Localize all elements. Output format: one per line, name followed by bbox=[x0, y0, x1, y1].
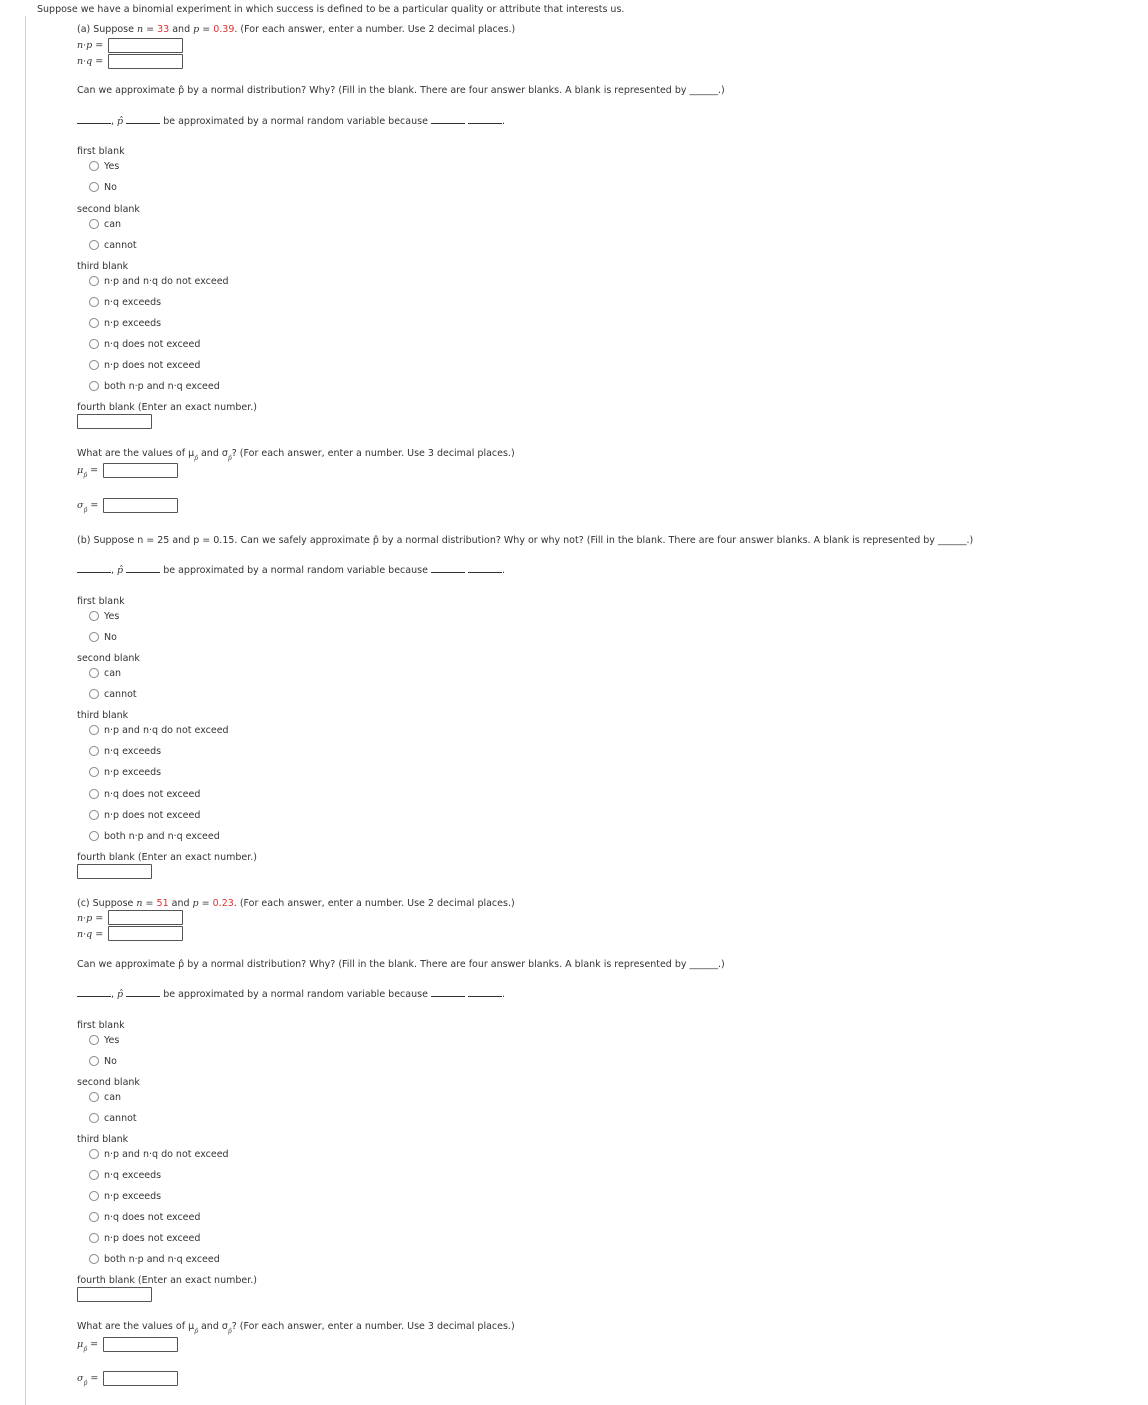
sigma-input-a[interactable] bbox=[103, 498, 178, 513]
radio-a1-yes[interactable] bbox=[89, 161, 99, 171]
option-label: n·p and n·q do not exceed bbox=[104, 276, 229, 287]
np-input-a[interactable] bbox=[108, 38, 183, 53]
option-label: Yes bbox=[104, 1035, 120, 1046]
fill-sentence-c: , p̂ be approximated by a normal random variable because . bbox=[77, 989, 505, 1000]
radio-a3-2[interactable] bbox=[89, 318, 99, 328]
option-label: n·q exceeds bbox=[104, 746, 162, 757]
option-label: n·q exceeds bbox=[104, 297, 162, 308]
radio-b1-no[interactable] bbox=[89, 632, 99, 642]
radio-b3-3[interactable] bbox=[89, 789, 99, 799]
sigma-label-c: $\sigma_{p̂}$ = bbox=[77, 1373, 99, 1387]
radio-b3-1[interactable] bbox=[89, 746, 99, 756]
intro-text: Suppose we have a binomial experiment in which success is defined to be a particular quality or attribute that interests us. bbox=[37, 4, 625, 15]
radio-a3-1[interactable] bbox=[89, 297, 99, 307]
option-label: n·p and n·q do not exceed bbox=[104, 725, 229, 736]
option-label: n·p does not exceed bbox=[104, 360, 201, 371]
radio-c2-cannot[interactable] bbox=[89, 1113, 99, 1123]
mu-label-a: $\mu_{p̂}$ = bbox=[77, 465, 99, 479]
nq-label-a: n·q = bbox=[77, 56, 104, 67]
radio-a2-can[interactable] bbox=[89, 219, 99, 229]
first-blank-label-a: first blank bbox=[77, 146, 125, 157]
option-label: can bbox=[104, 668, 122, 679]
nq-input-a[interactable] bbox=[108, 54, 183, 69]
option-label: n·p exceeds bbox=[104, 1191, 162, 1202]
first-blank-label-c: first blank bbox=[77, 1020, 125, 1031]
radio-b1-yes[interactable] bbox=[89, 611, 99, 621]
radio-b3-5[interactable] bbox=[89, 831, 99, 841]
third-blank-label-c: third blank bbox=[77, 1134, 129, 1145]
fourth-blank-label-b: fourth blank (Enter an exact number.) bbox=[77, 852, 257, 863]
option-label: both n·p and n·q exceed bbox=[104, 1254, 220, 1265]
radio-c3-1[interactable] bbox=[89, 1170, 99, 1180]
option-label: No bbox=[104, 632, 117, 643]
option-label: n·p does not exceed bbox=[104, 810, 201, 821]
sigma-input-c[interactable] bbox=[103, 1371, 178, 1386]
option-label: n·p exceeds bbox=[104, 767, 162, 778]
musigma-question-c: What are the values of $\mu_{p̂}$ and $\sigma_{p̂}$? (For each answer, enter a number. Use 3 decimal places.) bbox=[77, 1321, 515, 1335]
radio-b3-4[interactable] bbox=[89, 810, 99, 820]
option-label: can bbox=[104, 1092, 122, 1103]
nq-input-c[interactable] bbox=[108, 926, 183, 941]
radio-a3-3[interactable] bbox=[89, 339, 99, 349]
mu-input-c[interactable] bbox=[103, 1337, 178, 1352]
first-blank-label-b: first blank bbox=[77, 596, 125, 607]
option-label: n·q does not exceed bbox=[104, 1212, 201, 1223]
third-blank-label-b: third blank bbox=[77, 710, 129, 721]
fourth-blank-label-c: fourth blank (Enter an exact number.) bbox=[77, 1275, 257, 1286]
part-b-header: (b) Suppose n = 25 and p = 0.15. Can we safely approximate p̂ by a normal distribution? Why or why not? (Fill in the blank. There are four answer blanks. A blank is represented by ______.) bbox=[77, 535, 974, 546]
np-label-a: n·p = bbox=[77, 40, 104, 51]
radio-c3-4[interactable] bbox=[89, 1233, 99, 1243]
fourth-blank-input-c[interactable] bbox=[77, 1287, 152, 1302]
part-c-header: (c) Suppose n = 51 and p = 0.23. (For each answer, enter a number. Use 2 decimal places.) bbox=[77, 898, 515, 909]
np-label-c: n·p = bbox=[77, 913, 104, 924]
option-label: n·q exceeds bbox=[104, 1170, 162, 1181]
part-a-header: (a) Suppose n = 33 and p = 0.39. (For each answer, enter a number. Use 2 decimal places.) bbox=[77, 24, 516, 35]
option-label: n·p exceeds bbox=[104, 318, 162, 329]
question-c: Can we approximate p̂ by a normal distribution? Why? (Fill in the blank. There are four answer blanks. A blank is represented by ______.) bbox=[77, 959, 725, 970]
sigma-label-a: $\sigma_{p̂}$ = bbox=[77, 500, 99, 514]
radio-a3-5[interactable] bbox=[89, 381, 99, 391]
option-label: n·p does not exceed bbox=[104, 1233, 201, 1244]
mu-input-a[interactable] bbox=[103, 463, 178, 478]
option-label: cannot bbox=[104, 689, 137, 700]
radio-c3-3[interactable] bbox=[89, 1212, 99, 1222]
radio-c3-0[interactable] bbox=[89, 1149, 99, 1159]
radio-c3-5[interactable] bbox=[89, 1254, 99, 1264]
radio-a1-no[interactable] bbox=[89, 182, 99, 192]
third-blank-label-a: third blank bbox=[77, 261, 129, 272]
radio-a3-0[interactable] bbox=[89, 276, 99, 286]
mu-label-c: $\mu_{p̂}$ = bbox=[77, 1339, 99, 1353]
musigma-question-a: What are the values of $\mu_{p̂}$ and $\sigma_{p̂}$? (For each answer, enter a number. Use 3 decimal places.) bbox=[77, 448, 515, 462]
fill-sentence-b: , p̂ be approximated by a normal random variable because . bbox=[77, 565, 505, 576]
option-label: Yes bbox=[104, 161, 120, 172]
radio-c1-no[interactable] bbox=[89, 1056, 99, 1066]
second-blank-label-c: second blank bbox=[77, 1077, 140, 1088]
radio-c1-yes[interactable] bbox=[89, 1035, 99, 1045]
option-label: cannot bbox=[104, 1113, 137, 1124]
fill-sentence-a: , p̂ be approximated by a normal random variable because . bbox=[77, 116, 505, 127]
radio-a3-4[interactable] bbox=[89, 360, 99, 370]
radio-a2-cannot[interactable] bbox=[89, 240, 99, 250]
radio-b3-2[interactable] bbox=[89, 767, 99, 777]
option-label: No bbox=[104, 1056, 117, 1067]
radio-c3-2[interactable] bbox=[89, 1191, 99, 1201]
option-label: both n·p and n·q exceed bbox=[104, 381, 220, 392]
radio-b3-0[interactable] bbox=[89, 725, 99, 735]
option-label: cannot bbox=[104, 240, 137, 251]
option-label: can bbox=[104, 219, 122, 230]
option-label: n·q does not exceed bbox=[104, 789, 201, 800]
radio-c2-can[interactable] bbox=[89, 1092, 99, 1102]
option-label: n·q does not exceed bbox=[104, 339, 201, 350]
radio-b2-can[interactable] bbox=[89, 668, 99, 678]
nq-label-c: n·q = bbox=[77, 929, 104, 940]
second-blank-label-b: second blank bbox=[77, 653, 140, 664]
left-border bbox=[25, 16, 26, 1405]
fourth-blank-label-a: fourth blank (Enter an exact number.) bbox=[77, 402, 257, 413]
np-input-c[interactable] bbox=[108, 910, 183, 925]
fourth-blank-input-b[interactable] bbox=[77, 864, 152, 879]
option-label: Yes bbox=[104, 611, 120, 622]
question-a: Can we approximate p̂ by a normal distribution? Why? (Fill in the blank. There are four answer blanks. A blank is represented by ______.) bbox=[77, 85, 725, 96]
fourth-blank-input-a[interactable] bbox=[77, 414, 152, 429]
radio-b2-cannot[interactable] bbox=[89, 689, 99, 699]
second-blank-label-a: second blank bbox=[77, 204, 140, 215]
option-label: No bbox=[104, 182, 117, 193]
option-label: both n·p and n·q exceed bbox=[104, 831, 220, 842]
option-label: n·p and n·q do not exceed bbox=[104, 1149, 229, 1160]
